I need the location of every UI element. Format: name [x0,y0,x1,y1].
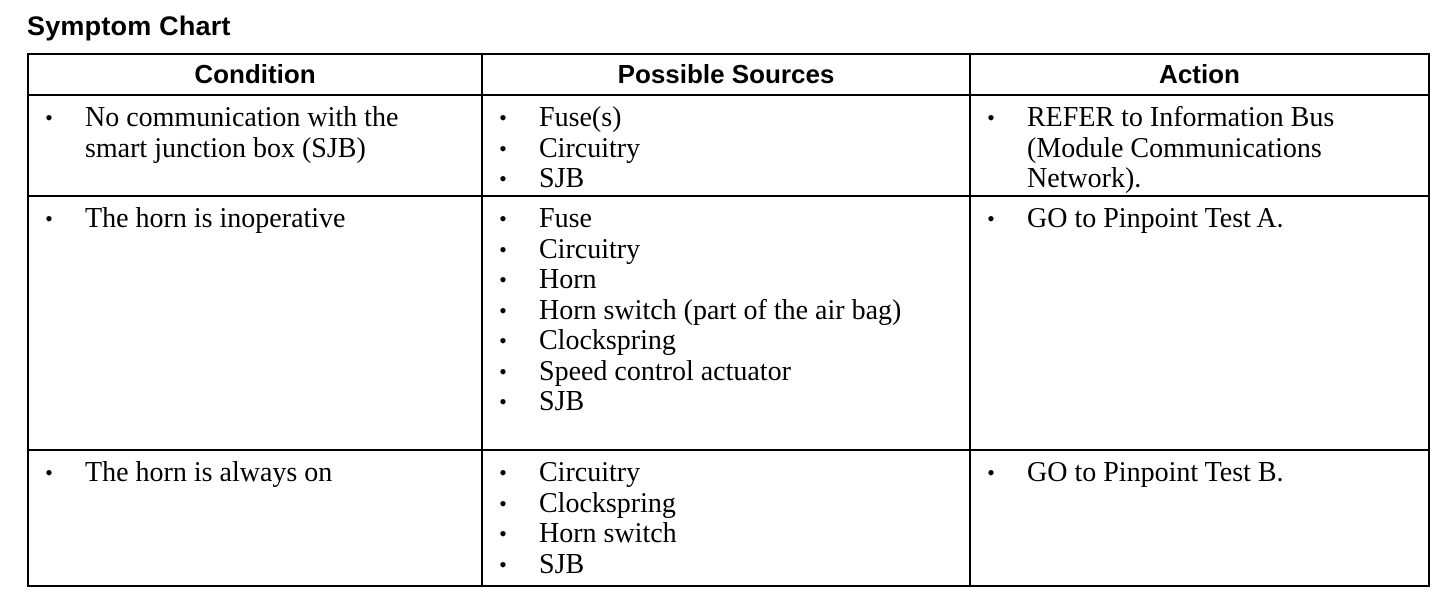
header-possible-sources: Possible Sources [482,54,970,95]
table-row [28,196,1429,450]
header-action: Action [970,54,1429,95]
table-header-row [28,54,1429,95]
bullet-icon: • [499,166,507,191]
action-cell [970,95,1429,196]
source-text: Clockspring [539,487,676,519]
list-item [483,519,969,550]
list-item [971,458,1428,489]
condition-cell [28,450,482,586]
sources-cell [482,450,970,586]
source-text: Circuitry [539,132,641,164]
sources-cell [482,95,970,196]
list-item [483,235,969,266]
bullet-icon: • [499,358,507,384]
source-text: Horn [539,264,597,295]
source-text: Circuitry [539,457,641,488]
list-item [29,103,481,164]
list-item [483,103,969,134]
source-text: SJB [539,386,585,417]
bullet-icon: • [499,105,507,130]
bullet-icon: • [499,297,507,323]
bullet-icon: • [499,206,507,231]
action-text: GO to Pinpoint Test A. [1027,203,1284,234]
source-text: Clockspring [539,325,676,356]
condition-text: The horn is always on [85,457,333,488]
action-text: REFER to Information Bus (Module Communications Network). [1027,102,1335,194]
condition-cell [28,95,482,196]
bullet-icon: • [987,206,995,231]
list-item [483,204,969,235]
header-condition: Condition [28,54,482,95]
bullet-icon: • [499,490,507,516]
action-cell [970,196,1429,450]
list-item [483,387,969,418]
source-text: Horn switch (part of the air bag) [539,294,902,326]
bullet-icon: • [499,328,507,353]
source-text: Speed control actuator [539,355,791,387]
list-item [483,265,969,296]
list-item [29,204,481,235]
list-item [483,134,969,165]
source-text: Horn switch [539,518,677,549]
list-item [483,296,969,327]
symptom-chart-table [27,53,1430,587]
source-text: Fuse [539,203,592,234]
bullet-icon: • [45,460,53,485]
bullet-icon: • [45,105,53,130]
bullet-icon: • [499,460,507,485]
bullet-icon: • [499,551,507,577]
list-item [483,357,969,388]
bullet-icon: • [499,267,507,292]
list-item [29,458,481,489]
condition-text: No communication with the smart junction box (SJB) [85,102,399,164]
list-item [483,326,969,357]
condition-text: The horn is inoperative [85,203,346,234]
source-text: Circuitry [539,233,641,265]
list-item [483,489,969,520]
list-item [483,164,969,195]
action-text: GO to Pinpoint Test B. [1027,457,1284,488]
action-cell [970,450,1429,586]
list-item [971,103,1428,195]
list-item [483,458,969,489]
condition-cell [28,196,482,450]
page-title: Symptom Chart [27,11,231,41]
bullet-icon: • [499,389,507,414]
sources-cell [482,196,970,450]
list-item [971,204,1428,235]
bullet-icon: • [499,135,507,161]
bullet-icon: • [499,521,507,546]
bullet-icon: • [987,460,995,485]
bullet-icon: • [499,236,507,262]
source-text: SJB [539,548,585,580]
list-item [483,550,969,581]
bullet-icon: • [987,105,995,130]
source-text: SJB [539,163,585,194]
table-row [28,95,1429,196]
source-text: Fuse(s) [539,102,622,133]
table-row [28,450,1429,586]
bullet-icon: • [45,206,53,231]
